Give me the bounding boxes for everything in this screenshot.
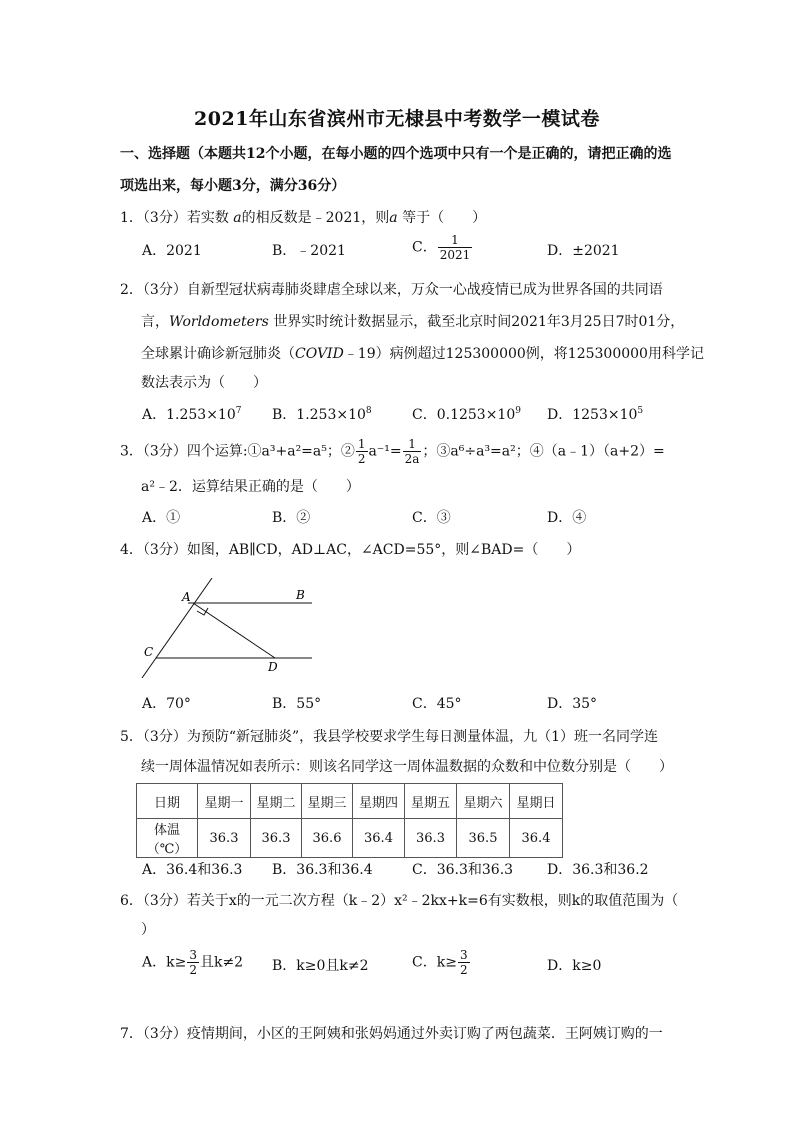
question-5-line1: 5．（3分）为预防“新冠肺炎”，我县学校要求学生每日测量体温，九（1）班一名同学连 bbox=[120, 729, 659, 745]
q5-option-c: C．36.3和36.3 bbox=[412, 862, 514, 878]
q2-option-b: B．$1.253\times 10^8$ bbox=[272, 406, 372, 423]
q1-var2: a bbox=[389, 210, 398, 226]
q5-option-b: B．36.3和36.4 bbox=[272, 862, 373, 878]
q1-post: 等于（ ） bbox=[402, 210, 487, 226]
q1-mid: 的相反数是﹣2021，则 bbox=[241, 210, 390, 226]
q5-option-a: A．36.4和36.3 bbox=[142, 862, 243, 878]
table-cell: 36.3 bbox=[405, 819, 457, 858]
table-cell: 星期五 bbox=[405, 784, 457, 819]
q4-option-a: A．70° bbox=[142, 696, 191, 712]
table-cell: 36.6 bbox=[302, 819, 353, 858]
q1-option-d: D．±2021 bbox=[547, 243, 620, 259]
q2-option-c: C．$0.1253\times 10^9$ bbox=[412, 406, 521, 423]
segment-ad bbox=[193, 603, 275, 658]
question-2-line2: 言，Worldometers 世界实时统计数据显示，截至北京时间2021年3月25日7时01分， bbox=[141, 314, 685, 330]
q1-option-a: A．2021 bbox=[142, 243, 202, 259]
q4-option-b: B．55° bbox=[272, 696, 322, 712]
q5-option-d: D．36.3和36.2 bbox=[547, 862, 649, 878]
table-cell: 星期六 bbox=[457, 784, 510, 819]
question-2-line3: 全球累计确诊新冠肺炎（COVID﹣19）病例超过125300000例，将125300000用科学记 bbox=[141, 346, 704, 362]
table-row bbox=[137, 819, 563, 858]
table-cell: 星期一 bbox=[198, 784, 251, 819]
question-2-line4: 数法表示为（ ） bbox=[141, 375, 267, 391]
q4-option-d: D．35° bbox=[547, 696, 598, 712]
question-3-line1: 3．（3分）四个运算:①a³+a²=a⁵；② $\frac{1}{2}$ a⁻¹= $\frac{1}{2a}$ ；③a⁶÷a³=a²；④（a﹣1）（a+2）= bbox=[120, 437, 665, 466]
q1-c-label: C． bbox=[412, 239, 437, 256]
q1-c-fraction: $\frac{1}{2021}$ bbox=[439, 233, 471, 262]
table-cell: 日期 bbox=[137, 784, 198, 819]
q3-option-b: B．② bbox=[272, 510, 311, 526]
table-cell: 36.3 bbox=[198, 819, 251, 858]
label-a: A bbox=[182, 590, 191, 604]
table-cell: 36.4 bbox=[353, 819, 405, 858]
question-6-line1: 6．（3分）若关于x的一元二次方程（k﹣2）x²﹣2kx+k=6有实数根，则k的取值范围为（ bbox=[120, 893, 679, 909]
q2-option-a: A．$1.253\times 10^7$ bbox=[142, 406, 242, 423]
q2-option-d: D．$1253\times 10^5$ bbox=[547, 406, 644, 423]
question-2-line1: 2．（3分）自新型冠状病毒肺炎肆虐全球以来，万众一心战疫情已成为世界各国的共同语 bbox=[120, 282, 663, 298]
label-c: C bbox=[144, 645, 154, 659]
section-heading-line2: 项选出来，每小题3分，满分36分） bbox=[120, 178, 346, 194]
q1-var1: a bbox=[233, 210, 242, 226]
question-6-line2: ） bbox=[141, 922, 155, 938]
q3-option-d: D．④ bbox=[547, 510, 587, 526]
transversal-ac bbox=[142, 578, 212, 678]
table-cell: 星期三 bbox=[302, 784, 353, 819]
q6-option-c: C．k≥ $\frac{3}{2}$ bbox=[412, 948, 468, 977]
table-header-row bbox=[137, 784, 563, 819]
table-cell: 36.4 bbox=[510, 819, 563, 858]
table-cell: 体温（℃） bbox=[137, 819, 198, 858]
question-4-text: 4．（3分）如图，AB∥CD，AD⊥AC，∠ACD=55°，则∠BAD=（ ） bbox=[120, 542, 581, 558]
question-5-line2: 续一周体温情况如表所示：则该名同学这一周体温数据的众数和中位数分别是（ ） bbox=[141, 759, 673, 775]
section-heading-line1: 一、选择题（本题共12个小题，在每小题的四个选项中只有一个是正确的，请把正确的选 bbox=[120, 146, 672, 162]
geometry-figure bbox=[140, 578, 320, 678]
table-cell: 36.5 bbox=[457, 819, 510, 858]
q3-option-c: C．③ bbox=[412, 510, 451, 526]
q4-option-c: C．45° bbox=[412, 696, 462, 712]
q6-option-b: B．k≥0且k≠2 bbox=[272, 958, 369, 974]
temperature-table bbox=[136, 783, 563, 858]
label-b: B bbox=[296, 588, 305, 602]
q1-option-b: B．﹣2021 bbox=[272, 243, 346, 259]
table-cell: 星期二 bbox=[251, 784, 302, 819]
q3-option-a: A．① bbox=[142, 510, 181, 526]
table-cell: 星期四 bbox=[353, 784, 405, 819]
label-d: D bbox=[268, 660, 278, 674]
exam-title: 2021年山东省滨州市无棣县中考数学一模试卷 bbox=[194, 108, 600, 130]
table-cell: 星期日 bbox=[510, 784, 563, 819]
q1-pre: 1．（3分）若实数 bbox=[120, 210, 229, 226]
question-3-line2: a²﹣2．运算结果正确的是（ ） bbox=[141, 479, 360, 495]
q6-option-d: D．k≥0 bbox=[547, 958, 602, 974]
question-1-text bbox=[120, 208, 486, 228]
q6-option-a: A．k≥ $\frac{3}{2}$ 且k≠2 bbox=[142, 948, 244, 977]
question-7-line1: 7．（3分）疫情期间，小区的王阿姨和张妈妈通过外卖订购了两包蔬菜．王阿姨订购的一 bbox=[120, 1026, 663, 1042]
q1-option-c bbox=[412, 233, 473, 262]
table-cell: 36.3 bbox=[251, 819, 302, 858]
